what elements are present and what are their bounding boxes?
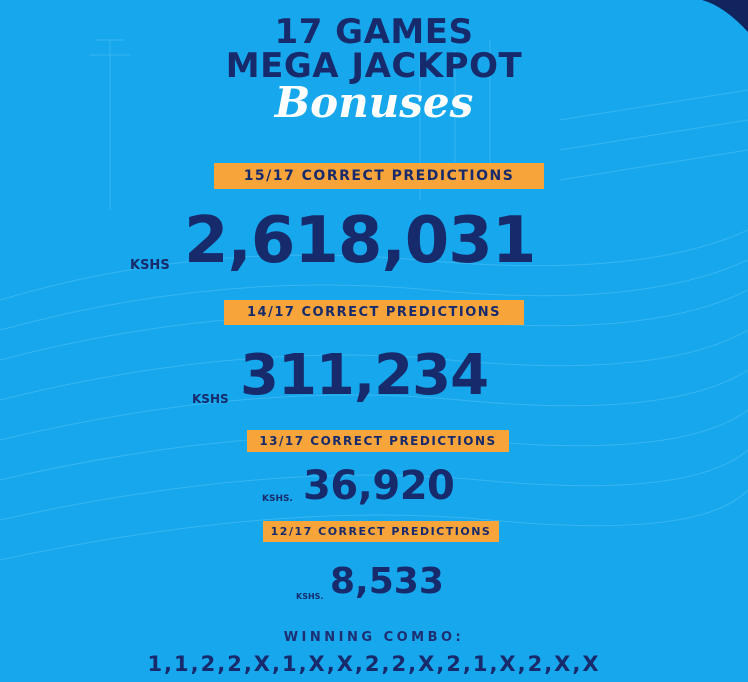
currency-label: KSHS xyxy=(130,258,170,273)
bonus-amount-13: 36,920 xyxy=(303,463,455,509)
bonus-amount-14: 311,234 xyxy=(240,343,489,408)
currency-label: KSHS. xyxy=(262,494,293,504)
title-line-games: 17 GAMES xyxy=(274,12,474,52)
prediction-banner-13: 13/17 CORRECT PREDICTIONS xyxy=(247,430,509,452)
prediction-banner-15: 15/17 CORRECT PREDICTIONS xyxy=(214,163,544,189)
title-line-mega-jackpot: MEGA JACKPOT xyxy=(225,46,523,86)
prediction-banner-12: 12/17 CORRECT PREDICTIONS xyxy=(263,521,499,542)
bonus-amount-12: 8,533 xyxy=(330,561,444,602)
prediction-banner-14: 14/17 CORRECT PREDICTIONS xyxy=(224,300,524,325)
winning-combo-label: WINNING COMBO: xyxy=(283,630,465,645)
currency-label: KSHS. xyxy=(296,592,324,601)
bonus-amount-15: 2,618,031 xyxy=(184,204,536,278)
currency-label: KSHS xyxy=(192,392,229,406)
title-line-bonuses: Bonuses xyxy=(274,78,474,127)
winning-combo-value: 1,1,2,2,X,1,X,X,2,2,X,2,1,X,2,X,X xyxy=(147,652,601,676)
